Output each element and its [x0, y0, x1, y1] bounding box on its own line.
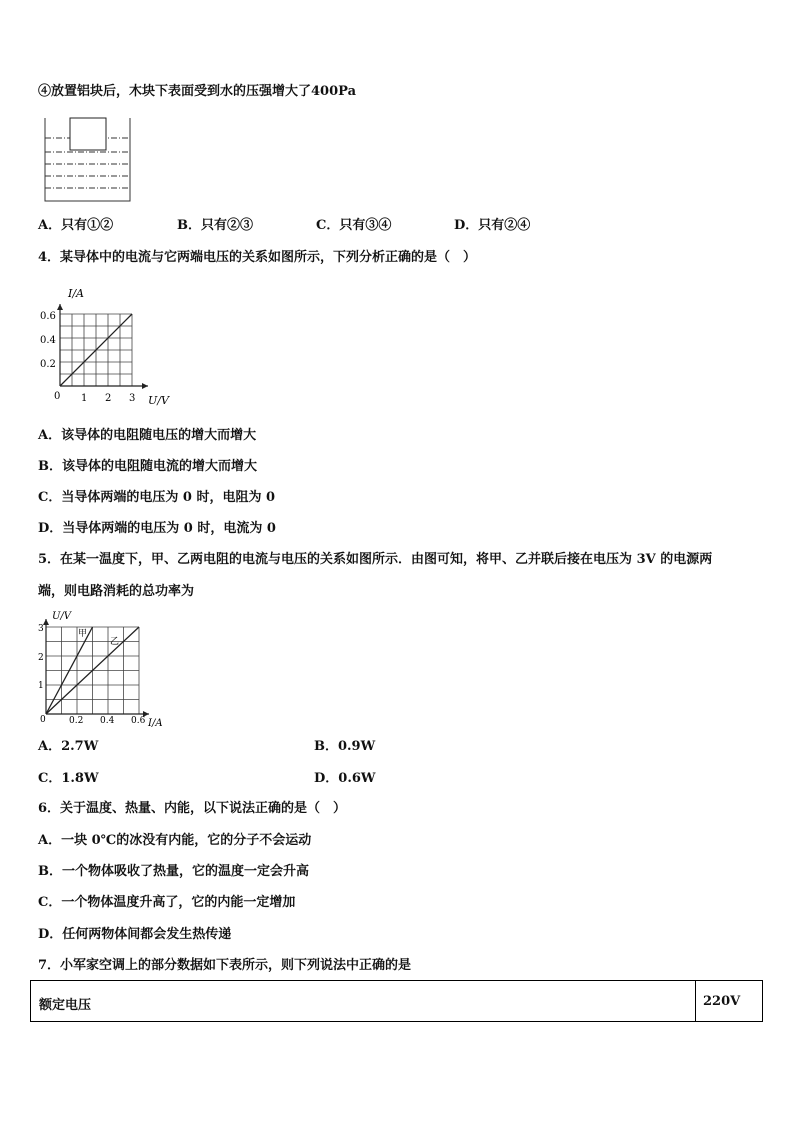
q3-option-d: D．只有②④	[454, 218, 531, 233]
y-axis-arrow	[43, 619, 49, 625]
q6-option-d: D．任何两物体间都会发生热传递	[38, 927, 232, 942]
q4-y-tick: 0.4	[40, 335, 56, 346]
spec-table	[30, 980, 763, 1022]
spec-table-divider	[695, 981, 696, 1021]
q5-y-tick: 3	[38, 624, 44, 634]
spec-table-label: 额定电压	[39, 998, 92, 1013]
q4-option-a: A．该导体的电阻随电压的增大而增大	[38, 428, 257, 443]
q5-stem-line1: 5．在某一温度下，甲、乙两电阻的电流与电压的关系如图所示．由图可知，将甲、乙并联后接在电压为 3V 的电源两	[38, 552, 713, 567]
q5-graph	[32, 606, 172, 730]
q4-option-d: D．当导体两端的电压为 0 时，电流为 0	[38, 521, 276, 536]
q3-option-b: B．只有②③	[177, 218, 253, 233]
q4-option-b: B．该导体的电阻随电流的增大而增大	[38, 459, 257, 474]
q3-statement-4: ④放置铝块后，木块下表面受到水的压强增大了400Pa	[38, 84, 356, 99]
q6-option-a: A．一块 0℃的冰没有内能，它的分子不会运动	[38, 833, 312, 848]
y-axis-arrow	[57, 304, 63, 310]
q5-option-d: D．0.6W	[314, 771, 376, 786]
q4-stem: 4．某导体中的电流与它两端电压的关系如图所示，下列分析正确的是（ ）	[38, 250, 477, 265]
x-axis-arrow	[142, 383, 148, 389]
beaker-figure	[40, 116, 136, 204]
q5-option-a: A．2.7W	[38, 739, 99, 754]
q5-x-axis-label: I/A	[148, 718, 163, 729]
q6-option-c: C．一个物体温度升高了，它的内能一定增加	[38, 895, 296, 910]
q6-option-b: B．一个物体吸收了热量，它的温度一定会升高	[38, 864, 309, 879]
q4-graph	[36, 280, 176, 410]
q5-series-label-jia: 甲	[78, 629, 88, 639]
q5-y-axis-label: U/V	[52, 611, 72, 622]
q4-x-tick: 3	[129, 393, 136, 404]
q4-y-axis-label: I/A	[68, 287, 84, 300]
q4-x-axis-label: U/V	[148, 394, 169, 407]
q3-option-c: C．只有③④	[316, 218, 392, 233]
q4-origin: 0	[54, 391, 61, 402]
q5-stem-line2: 端，则电路消耗的总功率为	[38, 584, 195, 599]
q5-series-label-yi: 乙	[110, 637, 120, 647]
q5-x-tick: 0.6	[131, 716, 146, 726]
q7-stem: 7．小军家空调上的部分数据如下表所示，则下列说法中正确的是	[38, 958, 412, 973]
q5-option-c: C．1.8W	[38, 771, 99, 786]
q4-x-tick: 2	[105, 393, 112, 404]
q5-x-tick: 0.4	[100, 716, 115, 726]
q5-y-tick: 2	[38, 653, 44, 663]
q6-stem: 6．关于温度、热量、内能，以下说法正确的是（ ）	[38, 801, 347, 816]
q5-option-b: B．0.9W	[314, 739, 376, 754]
spec-table-value: 220V	[703, 994, 741, 1009]
q4-option-c: C．当导体两端的电压为 0 时，电阻为 0	[38, 490, 276, 505]
q4-y-tick: 0.2	[40, 359, 56, 370]
q4-y-tick: 0.6	[40, 311, 56, 322]
q4-x-tick: 1	[81, 393, 88, 404]
q5-origin: 0	[40, 715, 46, 725]
q5-x-tick: 0.2	[69, 716, 84, 726]
q5-y-tick: 1	[38, 681, 44, 691]
q3-option-a: A．只有①②	[38, 218, 114, 233]
